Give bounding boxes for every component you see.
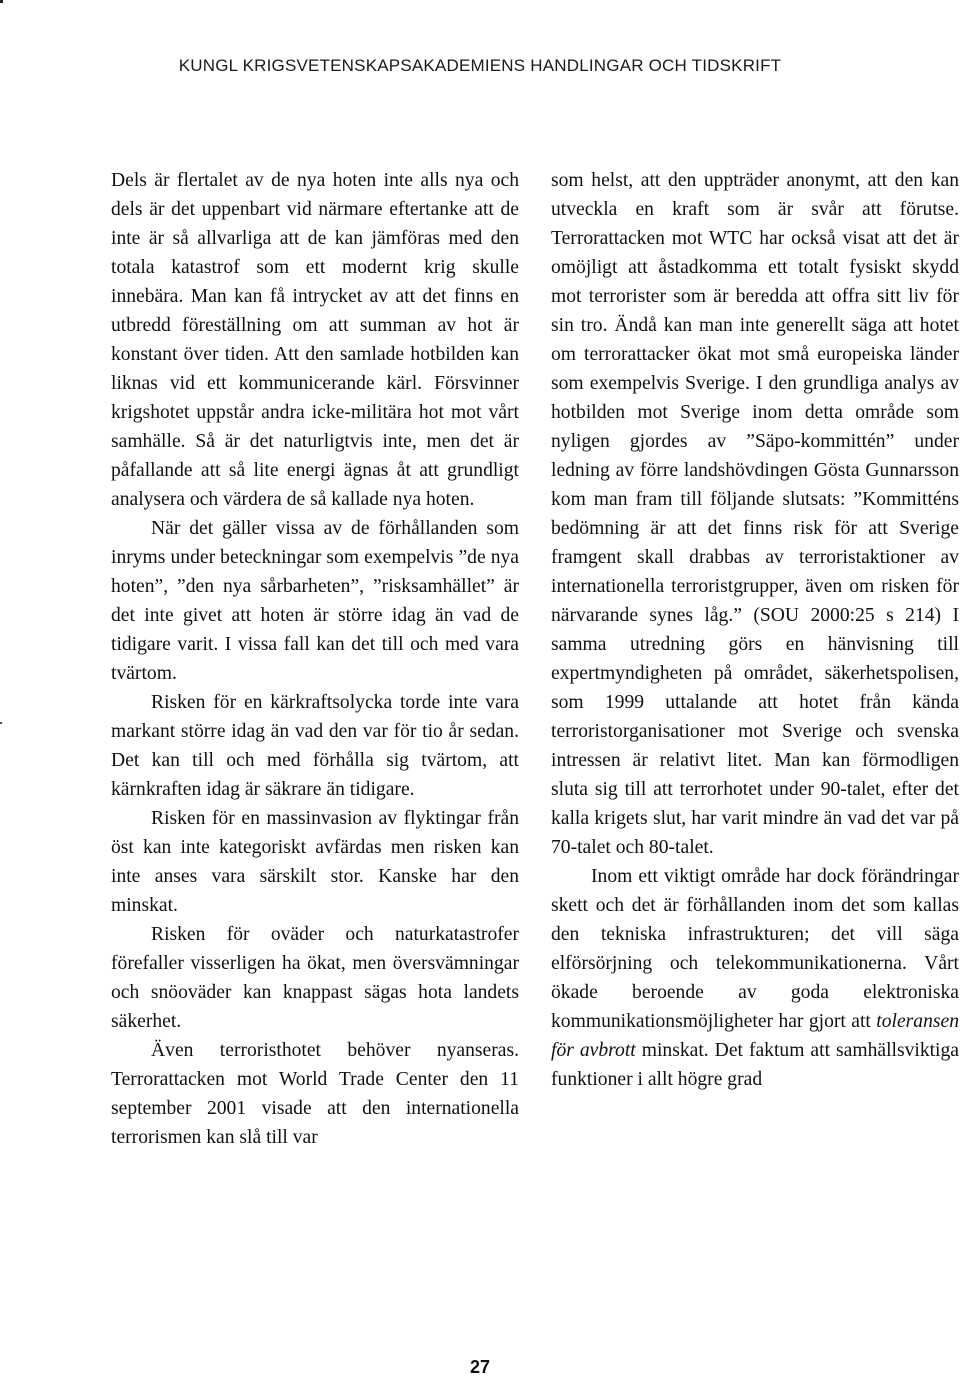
paragraph: Risken för en kärkraftsolycka torde inte vara markant större idag än vad den var för tio år sedan. Det kan till och med förhålla sig tvärtom, att kärnkraften idag är säkrare än tidigare.	[111, 692, 519, 800]
paragraph: Även terroristhotet behöver nyanseras. Terrorattacken mot World Trade Center den 11 september 2001 visade att den internationella terrorismen kan slå till var	[111, 1040, 519, 1148]
paragraph: Dels är flertalet av de nya hoten inte alls nya och dels är det uppenbart vid närmare eftertanke att de inte är så allvarliga att de kan jämföras med den totala katastrof som ett modernt krig skulle innebära. Man kan få intrycket av att det finns en utbredd föreställning om att summan av hot är konstant över tiden. Att den samlade hotbilden kan liknas vid ett kommunicerande kärl. Försvinner krigshotet uppstår andra icke-militära hot mot vårt samhälle. Så är det naturligtvis inte, men det är påfallande att så lite energi ägnas åt att grundligt analysera och värdera de så kallade nya hoten.	[111, 170, 519, 510]
paragraph: Risken för oväder och naturkatastrofer förefaller visserligen ha ökat, men översvämningar och snöoväder kan knappast sägas hota landets säkerhet.	[111, 924, 519, 1032]
page-number: 27	[469, 1357, 491, 1377]
right-column	[551, 166, 959, 1094]
paragraph: Risken för en massinvasion av flyktingar från öst kan inte kategoriskt avfärdas men risken kan inte anses vara särskilt stor. Kanske har den minskat.	[111, 808, 519, 916]
paragraph: som helst, att den uppträder anonymt, att den kan utveckla en kraft som är svår att förutse. Terrorattacken mot WTC har också visat att det är omöjligt att åstadkomma ett totalt fysiskt skydd mot terrorister som är beredda att offra sitt liv för sin tro. Ändå kan man inte generellt säga att hotet om terrorattacker ökat mot små europeiska länder som exempelvis Sverige. I den grundliga analys av hotbilden mot Sverige inom detta område som nyligen gjordes av ”Säpo-kommittén” under ledning av förre landshövdingen Gösta Gunnarsson kom man fram till följande slutsats: ”Kommitténs bedömning är att det finns risk för att Sverige framgent skall drabbas av terroristaktioner av internationella terroristgrupper, även om risken för närvarande synes låg.” (SOU 2000:25 s 214) I samma utredning görs en hänvisning till expertmyndigheten på området, säkerhetspolisen, som 1999 uttalande att hotet från kända terroristorganisationer mot Sverige och svenska intressen är relativt litet. Man kan förmodligen sluta sig till att terrorhotet under 90-talet, efter det kalla krigets slut, har varit mindre än vad det var på 70-talet och 80-talet.	[551, 170, 959, 858]
scan-artifact	[0, 0, 3, 3]
scan-artifact	[0, 722, 2, 724]
running-header: KUNGL KRIGSVETENSKAPSAKADEMIENS HANDLINGAR OCH TIDSKRIFT	[178, 56, 782, 75]
paragraph-text: minskat. Det faktum att samhällsviktiga funktioner i allt högre grad	[551, 1040, 959, 1090]
paragraph	[551, 862, 959, 1094]
emphasized-phrase: toleransen för avbrott	[551, 1011, 959, 1061]
paragraph: När det gäller vissa av de förhållanden som inryms under beteckningar som exempelvis ”de nya hoten”, ”den nya sårbarheten”, ”risksamhället” är det inte givet att hoten är större idag än vad de tidigare varit. I vissa fall kan det till och med vara tvärtom.	[111, 518, 519, 684]
paragraph-text: Inom ett viktigt område har dock förändringar skett och det är förhållanden inom det som kallas den tekniska infrastrukturen; det vill säga elförsörjning och telekommunikationerna. Vårt ökade beroende av goda elektroniska kommunikationsmöjligheter har gjort att	[551, 866, 959, 1032]
left-column	[111, 166, 519, 1152]
